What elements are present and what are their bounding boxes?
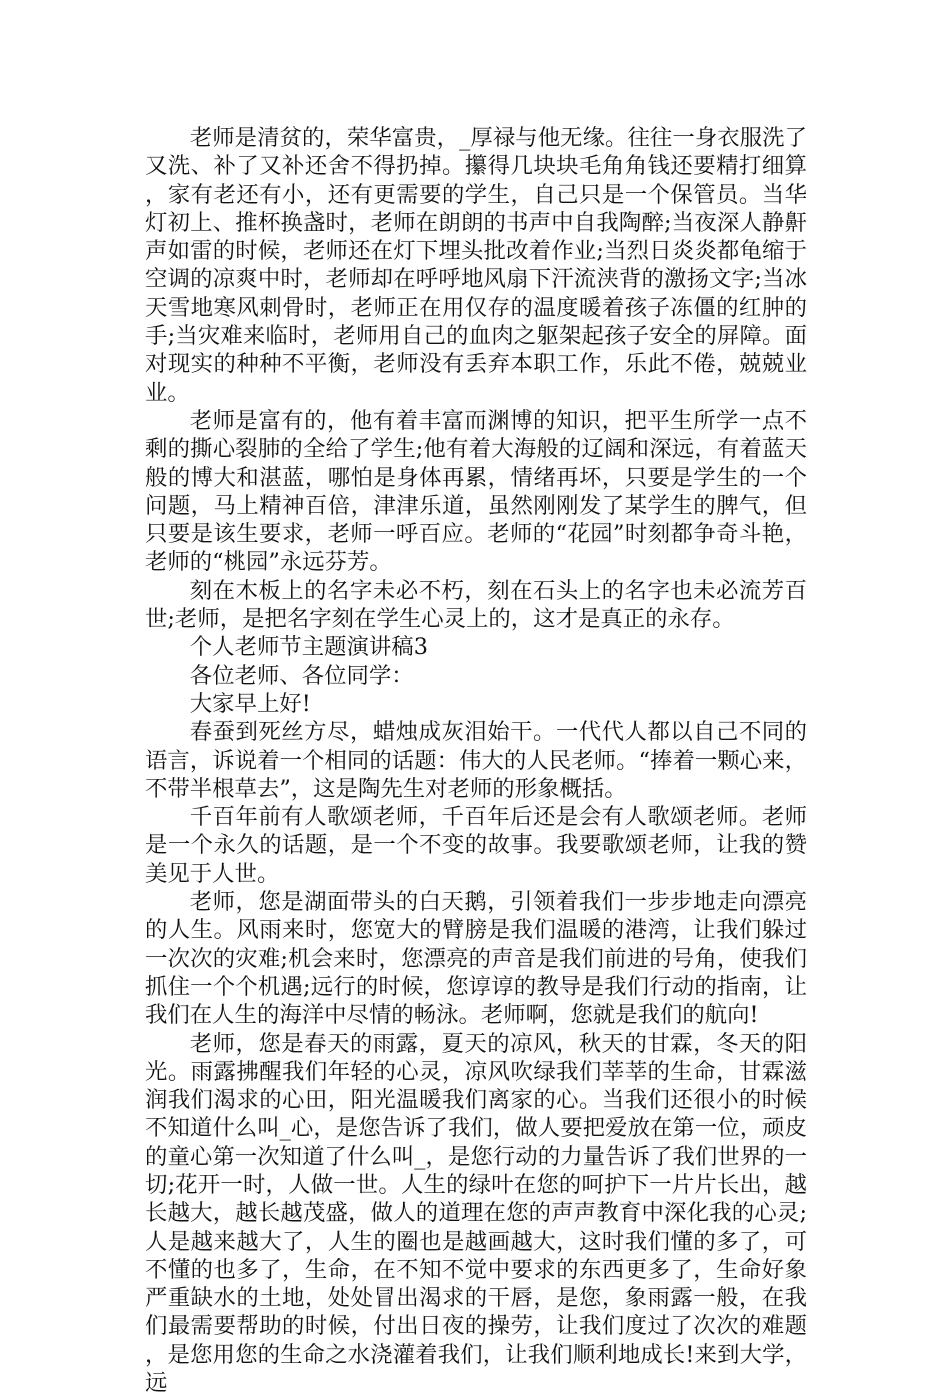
document-body xyxy=(145,124,807,1397)
paragraph: 老师是富有的，他有着丰富而渊博的知识，把平生所学一点不剩的撕心裂肺的全给了学生;他有着大海般的辽阔和深远，有着蓝天般的博大和湛蓝，哪怕是身体再累，情绪再坏，只要是学生的一个问题，马上精神百倍，津津乐道，虽然刚刚发了某学生的脾气，但只要是该生要求，老师一呼百应。老师的“花园”时刻都争奇斗艳，老师的“桃园”永远芬芳。 xyxy=(145,407,807,577)
paragraph: 老师，您是湖面带头的白天鹅，引领着我们一步步地走向漂亮的人生。风雨来时，您宽大的臂膀是我们温暖的港湾，让我们躲过一次次的灾难;机会来时，您漂亮的声音是我们前进的号角，使我们抓住一个个机遇;远行的时候，您谆谆的教导是我们行动的指南，让我们在人生的海洋中尽情的畅泳。老师啊，您就是我们的航向! xyxy=(145,888,807,1029)
paragraph: 春蚕到死丝方尽，蜡烛成灰泪始干。一代代人都以自己不同的语言，诉说着一个相同的话题：伟大的人民老师。“捧着一颗心来，不带半根草去”，这是陶先生对老师的形象概括。 xyxy=(145,718,807,803)
greeting: 大家早上好! xyxy=(145,690,807,718)
paragraph: 千百年前有人歌颂老师，千百年后还是会有人歌颂老师。老师是一个永久的话题，是一个不变的故事。我要歌颂老师，让我的赞美见于人世。 xyxy=(145,803,807,888)
salutation: 各位老师、各位同学： xyxy=(145,662,807,690)
paragraph: 老师，您是春天的雨露，夏天的凉风，秋天的甘霖，冬天的阳光。雨露拂醒我们年轻的心灵，凉风吹绿我们莘莘的生命，甘霖滋润我们渴求的心田，阳光温暖我们离家的心。当我们还很小的时候不知道什么叫_心，是您告诉了我们，做人要把爱放在第一位，顽皮的童心第一次知道了什么叫_，是您行动的力量告诉了我们世界的一切;花开一时，人做一世。人生的绿叶在您的呵护下一片片长出，越长越大，越长越茂盛，做人的道理在您的声声教育中深化我的心灵;人是越来越大了，人生的圈也是越画越大，这时我们懂的多了，可不懂的也多了，生命，在不知不觉中要求的东西更多了，生命好象严重缺水的土地，处处冒出渴求的干唇，是您，象雨露一般，在我们最需要帮助的时候，付出日夜的操劳，让我们度过了次次的难题，是您用您的生命之水浇灌着我们，让我们顺利地成长!来到大学，远 xyxy=(145,1030,807,1397)
paragraph: 刻在木板上的名字未必不朽，刻在石头上的名字也未必流芳百世;老师，是把名字刻在学生心灵上的，这才是真正的永存。 xyxy=(145,577,807,634)
paragraph: 老师是清贫的，荣华富贵，_厚禄与他无缘。往往一身衣服洗了又洗、补了又补还舍不得扔掉。攥得几块块毛角角钱还要精打细算，家有老还有小，还有更需要的学生，自己只是一个保管员。当华灯初上、推杯换盏时，老师在朗朗的书声中自我陶醉;当夜深人静鼾声如雷的时候，老师还在灯下埋头批改着作业;当烈日炎炎都龟缩于空调的凉爽中时，老师却在呼呼地风扇下汗流浃背的激扬文字;当冰天雪地寒风刺骨时，老师正在用仅存的温度暖着孩子冻僵的红肿的手;当灾难来临时，老师用自己的血肉之躯架起孩子安全的屏障。面对现实的种种不平衡，老师没有丢弃本职工作，乐此不倦，兢兢业业。 xyxy=(145,124,807,407)
section-heading: 个人老师节主题演讲稿3 xyxy=(145,633,807,661)
